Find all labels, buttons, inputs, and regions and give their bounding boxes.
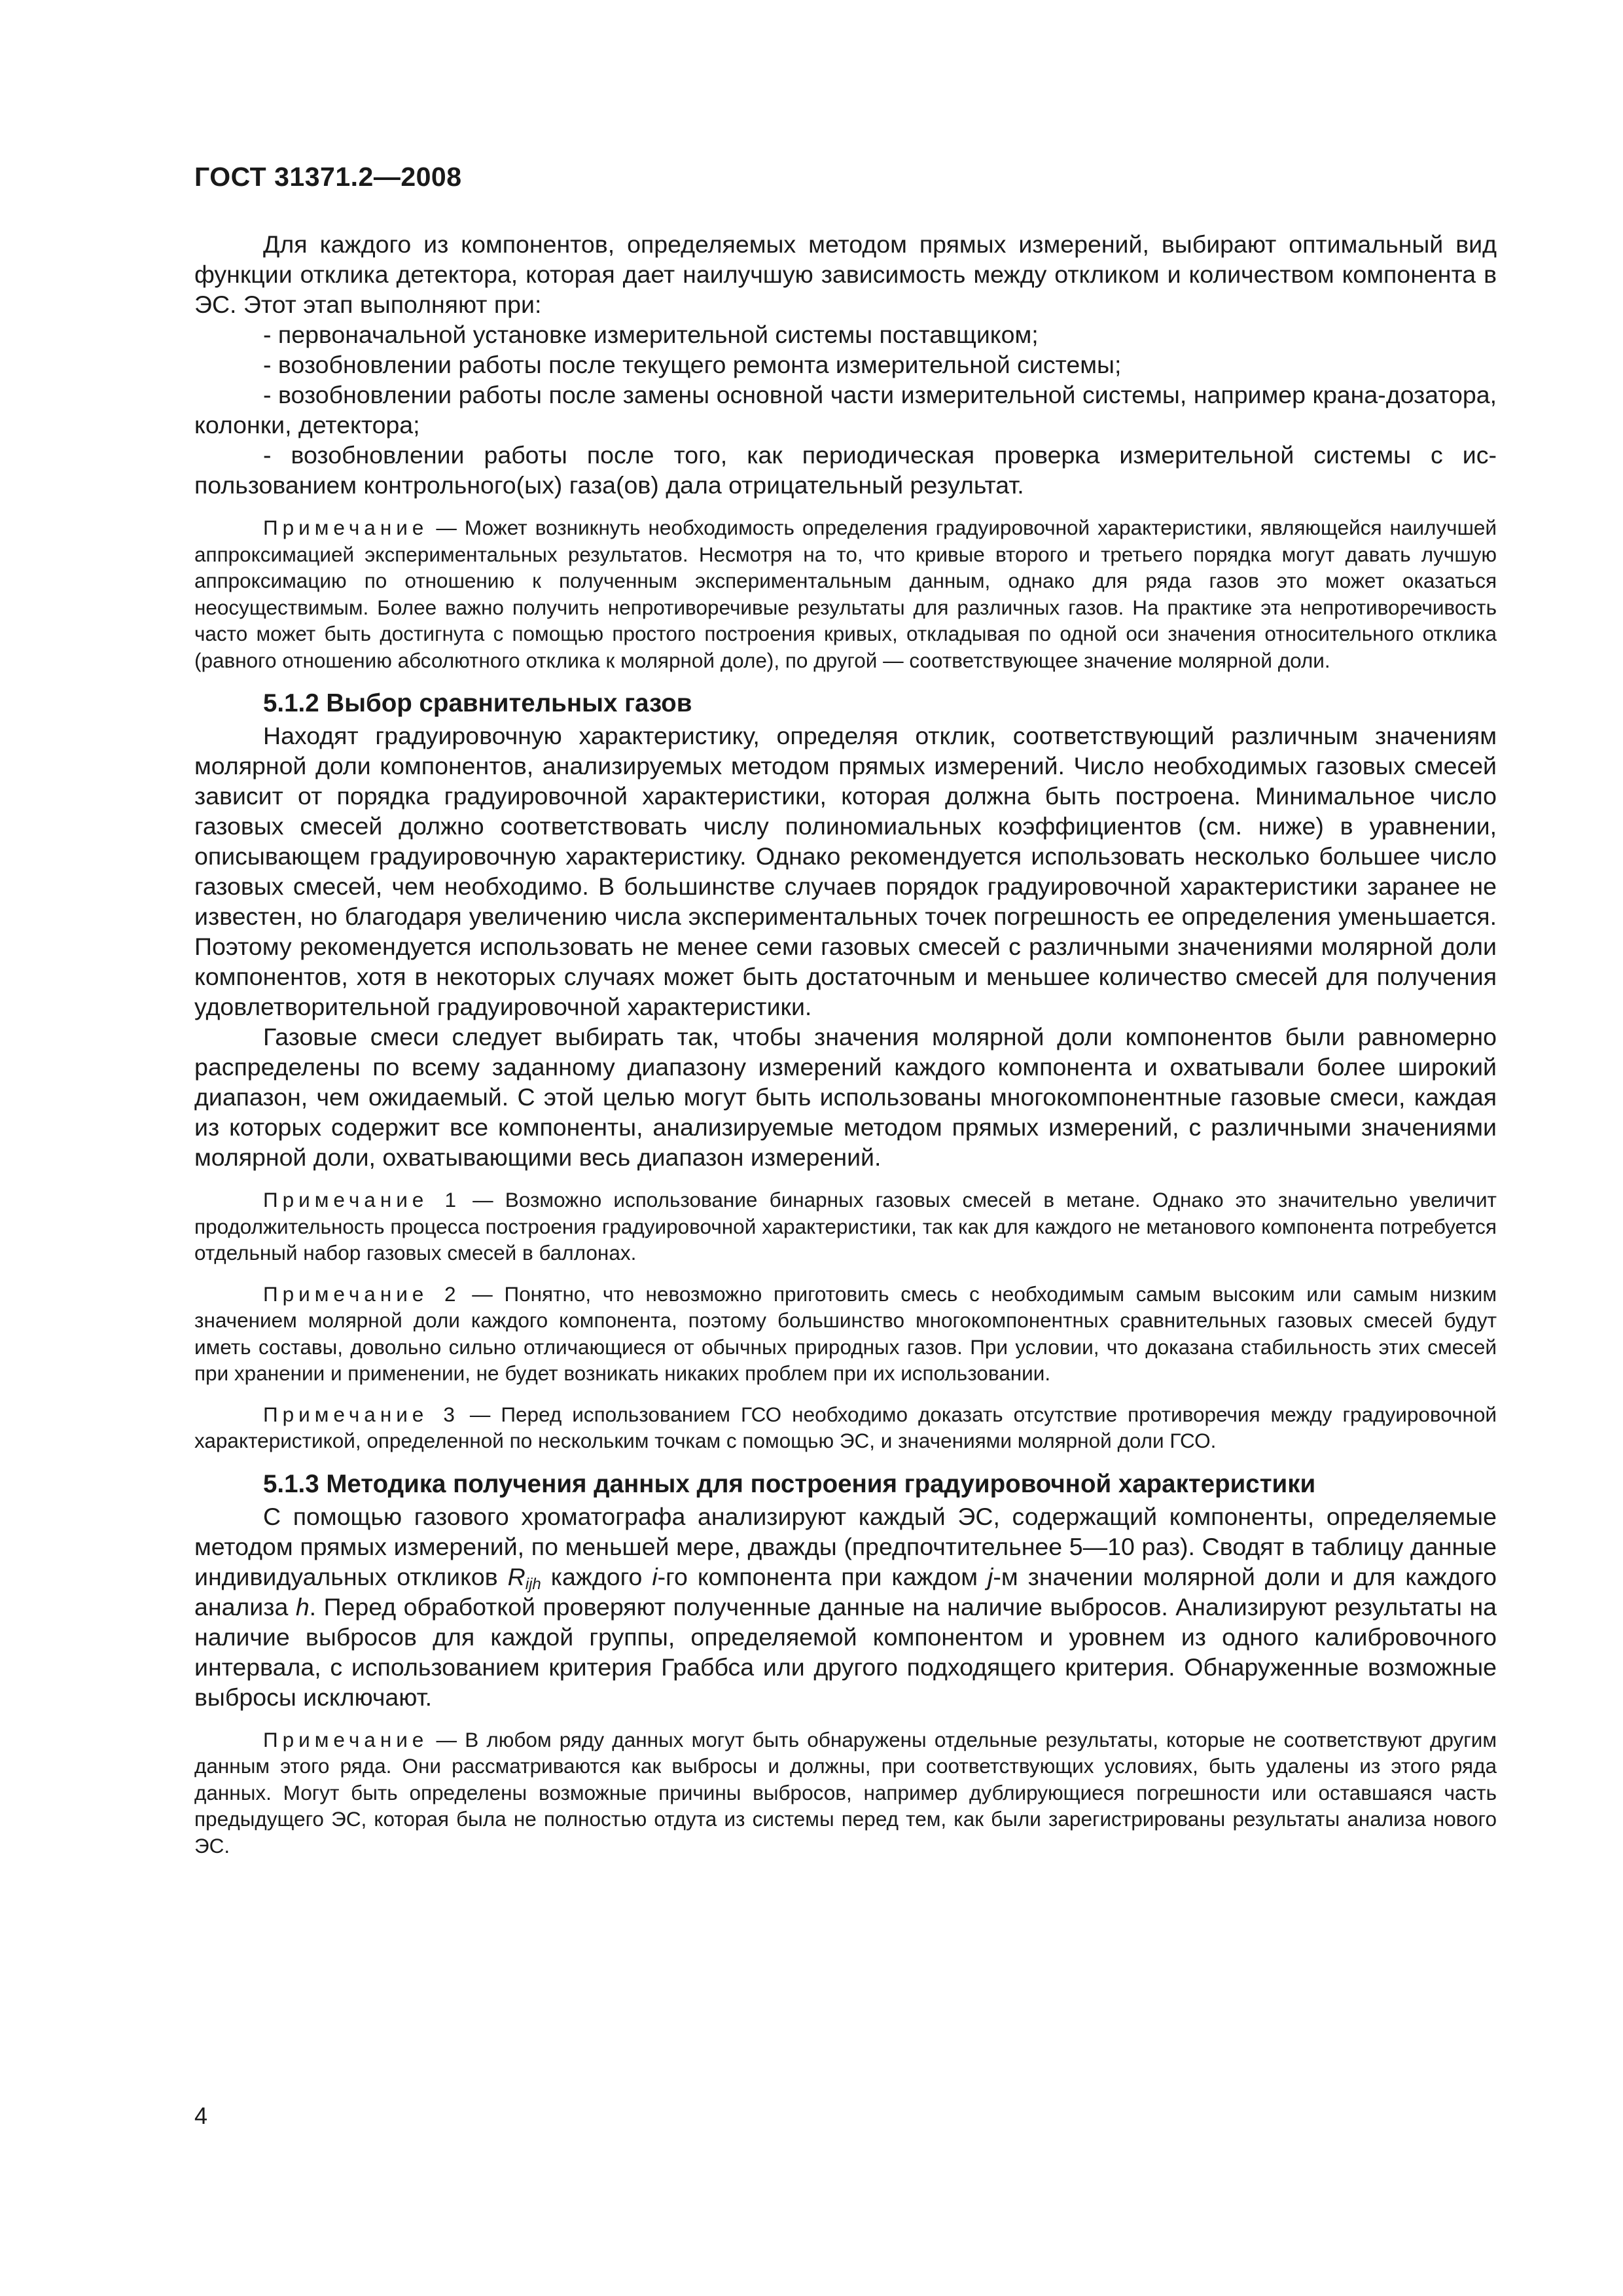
list-item: - первоначальной установке измерительной системы поставщиком; [263,321,1039,348]
note-text: — Понятно, что невозможно приготовить смесь с необходимым самым высоким или самым низким значением молярной доли каждого компонента, поэтому большинство многокомпонентных сравнительных газовых смесей будут иметь составы, довольно сильно отличающиеся от обычных природных газов. При условии, что доказана стабильность этих смесей при хранении и применении, не будет возникать никаких проблем при их использовании. [194,1282,1497,1385]
note-2 [194,1281,1497,1387]
text-run: каждого [550,1562,643,1590]
list-item: - возобновлении работы после того, как периодическая проверка измерительной системы с использованием контрольного(ых) газа(ов) дала отрицательный результат. [194,441,1497,499]
text-run: -го компонента при каждом [657,1562,978,1590]
note [194,1727,1497,1859]
section-heading-5-1-2: 5.1.2 Выбор сравнительных газов [263,689,692,717]
symbol-i: i [652,1562,658,1590]
text-run: С помощью газового хроматографа анализируют каждый ЭС, содержащий компоненты, определяемые методом прямых измерений, по меньшей мере, дважды (предпочтительнее 5—10 раз). Сводят в таблицу данные индивидуальных откликов [194,1502,1497,1590]
note-label: Примечание 3 [263,1402,459,1426]
section-paragraph [194,1501,1497,1712]
note-label: Примечание 1 [263,1188,461,1211]
note-text: — Возможно использование бинарных газовых смесей в метане. Однако это значительно увеличит продолжительность процесса построения градуировочной характеристики, так как для каждого не метанового компонента потребуется отдельный набор газовых смесей в баллонах. [194,1188,1497,1265]
section-paragraph: Газовые смеси следует выбирать так, чтобы значения молярной доли компонентов были равномерно распределены по всему заданному диапазону измерений каждого компонента и охватывали более широкий диапазон, чем ожидаемый. С этой целью могут быть использованы многокомпонентные газовые смеси, каждая из которых содержит все компоненты, анализируемые методом прямых измерений, с различными значениями молярной доли, охватывающими весь диапазон измерений. [194,1023,1497,1171]
note-text: — Перед использованием ГСО необходимо доказать отсутствие противоречия между градуировочной характеристикой, определенной по нескольким точкам с помощью ЭС, и значениями молярной доли ГСО. [194,1402,1497,1452]
text-run: -м значении молярной доли и для каждого анализа [194,1562,1497,1621]
list-item: - возобновлении работы после текущего ремонта измерительной системы; [263,351,1122,378]
intro-paragraph: Для каждого из компонентов, определяемых методом прямых измерений, выбирают оптимальный вид функции отклика детектора, которая дает наилучшую зависимость между откликом и количеством компонента в ЭС. Этот этап выполняют при: [194,230,1497,318]
document-header: ГОСТ 31371.2—2008 [194,162,462,192]
section-heading-5-1-3: 5.1.3 Методика получения данных для построения градуировочной характеристики [263,1469,1316,1498]
note-label: Примечание [263,516,429,539]
text-run: . Перед обработкой проверяют полученные данные на наличие выбросов. Анализируют результаты на наличие выбросов для каждой группы, определяемой компонентом и уровнем из одного калибровочного интервала, с использованием критерия Граббса или другого подходящего критерия. Обнаруженные возможные выбросы исключают. [194,1592,1497,1711]
note-1 [194,1187,1497,1266]
note-text: — В любом ряду данных могут быть обнаружены отдельные результаты, которые не соответствуют другим данным этого ряда. Они рассматриваются как выбросы и должны, при соответствующих условиях, быть удалены из этого ряда данных. Могут быть определены возможные причины выбросов, например дублирующиеся погрешности или оставшаяся часть предыдущего ЭС, которая была не полностью отдута из системы перед тем, как были зарегистрированы результаты анализа нового ЭС. [194,1727,1497,1857]
symbol-h: h [295,1592,310,1621]
symbol-ijh: ijh [525,1575,541,1593]
note-text: — Может возникнуть необходимость определения градуировочной характеристики, являющейся наилучшей аппроксимацией экспериментальных результатов. Несмотря на то, что кривые второго и третьего порядка могут давать лучшую аппроксимацию по отношению к полученным экспериментальным данным, однако для ряда газов это может оказаться неосуществимым. Более важно получить непротиворечивые результаты для различных газов. На практике эта непротиворечивость часто может быть достигнута с помощью простого построения кривых, откладывая по одной оси значения относительного отклика (равного отношению абсолютного отклика к молярной доле), по другой — соответствующее значение молярной доли. [194,516,1497,672]
note-3 [194,1401,1497,1454]
list-item: - возобновлении работы после замены основной части измерительной системы, например крана-дозатора, колонки, детектора; [194,381,1497,439]
page-number: 4 [194,2102,208,2129]
note-label: Примечание 2 [263,1282,461,1306]
symbol-j: j [988,1562,993,1590]
symbol-r: R [507,1562,526,1590]
document-body [194,229,1497,1873]
note-label: Примечание [263,1727,429,1751]
section-paragraph: Находят градуировочную характеристику, определяя отклик, соответствующий различным значениям молярной доли компонентов, анализируемых методом прямых измерений. Число необходимых газовых смесей зависит от порядка градуировочной характеристики, которая должна быть построена. Минимальное число газовых смесей должно соответствовать числу полиномиальных коэффициентов (см. ниже) в уравнении, описывающем градуировочную характеристику. Однако рекомендуется использовать несколько большее число газовых смесей, чем необходимо. В большинстве случаев порядок градуировочной характеристики заранее не известен, но благодаря увеличению числа экспериментальных точек погрешность ее определения уменьшается. Поэтому рекомендуется использовать не менее семи газовых смесей с различными значениями молярной доли компонентов, хотя в некоторых случаях может быть достаточным и меньшее количество смесей для получения удовлетворительной градуировочной характеристики. [194,722,1497,1020]
note [194,514,1497,673]
